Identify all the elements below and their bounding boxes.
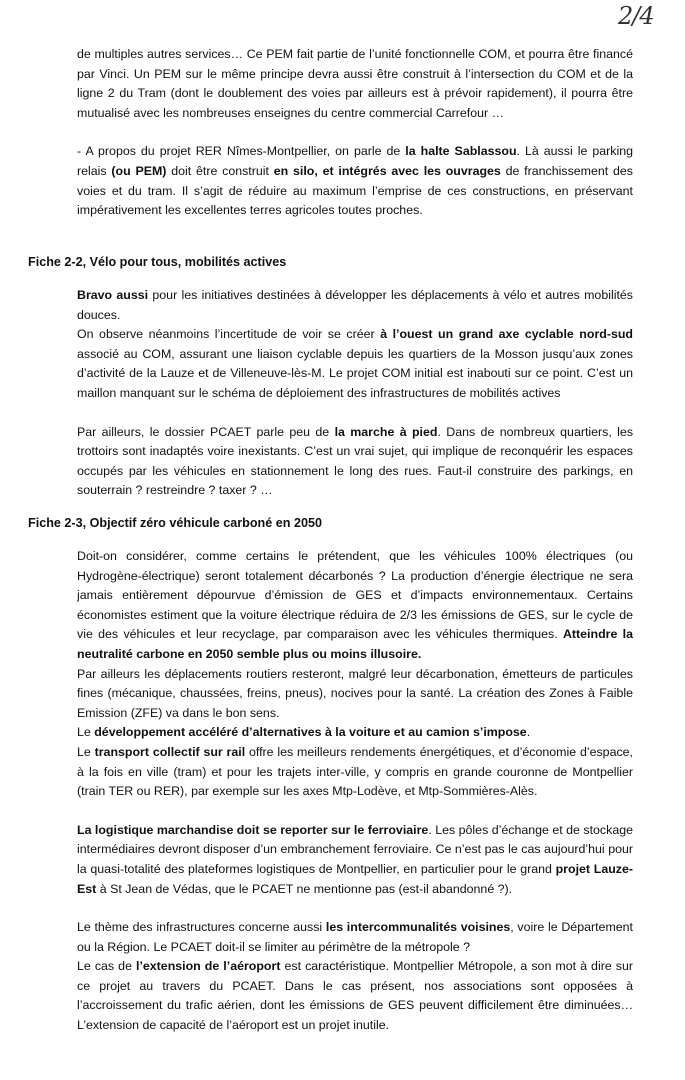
paragraph	[77, 45, 633, 123]
paragraph	[77, 957, 633, 1035]
paragraph	[77, 743, 633, 802]
text-run: , voire le Département ou la Région. Le PCAET	[77, 920, 633, 954]
text-run: est caractéristique. Montpellier Métropole, a son mot à dire sur ce projet au travers du PCAET. Dans le cas présent, nos associations sont opposées à l’accroissement du trafic aérien, dont les émissions de GES peuvent difficilement être diminuées… L’extension de capacité de l’aéroport est un projet inutile.	[77, 959, 633, 1033]
bold-text-run: Bravo aussi	[77, 288, 149, 302]
text-run: .	[526, 725, 531, 740]
text-run: Le thème des infrastructures concerne aussi	[77, 920, 326, 935]
section-heading: Fiche 2-3, Objectif zéro véhicule carboné en 2050	[28, 516, 322, 530]
text-run: - A propos du projet RER Nîmes-Montpellier, on parle de	[77, 144, 406, 159]
paragraph	[77, 723, 633, 743]
bold-text-run: à l’ouest un grand axe cyclable nord-sud	[380, 327, 633, 342]
section-body	[77, 547, 633, 1036]
paragraph	[77, 665, 633, 724]
text-run: Par ailleurs les déplacements routiers resteront, malgré leur décarbonation, émetteurs de particules fines (mécanique, chaussées, freins, pneus), nocives pour la santé. La création des Zones à Faible Emission (ZFE) va dans le bon sens.	[77, 666, 633, 720]
text-run: doit-il se limiter au périmètre de la métropole ?	[215, 939, 471, 954]
paragraph	[77, 325, 633, 403]
text-run: Le	[77, 744, 95, 759]
bold-text-run: développement accéléré d’alternatives à la voiture et au camion s’impose	[94, 725, 527, 740]
bold-text-run: la halte Sablassou	[405, 144, 517, 159]
paragraph	[77, 423, 633, 501]
text-run: de franchissement des voies et du tram. Il s’agit de réduire au maximum l’emprise de ces constructions, en préservant impérativement les excellentes terres agricoles toutes proches.	[77, 163, 633, 218]
bold-text-run: en silo, et intégrés avec les ouvrages	[273, 163, 501, 178]
bold-text-run: les intercommunalités voisines	[325, 920, 511, 935]
paragraph	[77, 821, 633, 899]
bold-text-run: Atteindre la neutralité carbone en 2050 semble plus ou moins illusoire.	[77, 627, 634, 661]
text-run: à St Jean de Védas, que le PCAET ne mentionne pas (est-il abandonné ?).	[96, 881, 513, 896]
section-heading: Fiche 2-2, Vélo pour tous, mobilités actives	[28, 255, 287, 269]
paragraph	[77, 547, 633, 665]
text-run: associé au COM, assurant une liaison cyclable depuis les quartiers de la Mosson jusqu’aux zones d’activité de la Lauze et de Villeneuve-lès-M. Le projet COM initial est inabouti sur ce point. C’est un maillon manquant sur le schéma de déploiement des infrastructures de mobilités actives	[77, 346, 633, 400]
page-number: 2/4	[618, 2, 654, 30]
text-run: Le	[77, 725, 95, 740]
section-body	[77, 286, 633, 501]
text-run: Doit-on considérer, comme certains le prétendent, que les véhicules 100% électriques (ou Hydrogène-électrique) seront totalement décarbonés ? La production d’énergie électrique ne sera jamais entièrement dépourvue d’émission de GES et d’impacts environnementaux. Certains économistes estiment que la voiture électrique réduira de 2/3 les émissions de GES, sur le cycle de vie des véhicules et leur recyclage, par comparaison avec les véhicules thermiques.	[77, 549, 633, 642]
bold-text-run: (ou PEM)	[111, 163, 167, 178]
text-run: Par ailleurs, le dossier PCAET parle peu de	[77, 424, 335, 439]
text-run: doit être construit	[166, 163, 274, 178]
bold-text-run: l’extension de l’aéroport	[136, 959, 281, 974]
bold-text-run: La logistique marchandise doit se reporter sur le ferroviaire	[77, 822, 429, 837]
bold-text-run: transport collectif sur rail	[94, 744, 246, 759]
text-run: pour les initiatives destinées à développer les déplacements à vélo et autres mobilités douces.	[77, 288, 633, 322]
text-run: . Les pôles d’échange et de stockage intermédiaires devront disposer d’un embranchement ferroviaire. Ce n’est pas le cas aujourd’hui pour la quasi-totalité des plateformes logistiques de Montpellier, en particulier pour le grand	[77, 822, 633, 876]
text-run: . Dans de nombreux quartiers, les trottoirs sont inadaptés voire inexistants. C’est un vrai sujet, qui implique de reconquérir les espaces occupés par les véhicules en stationnement le long des rues. Faut-il construire des parkings, en souterrain ? restreindre ? taxer ? …	[77, 424, 634, 498]
text-run: Le cas de	[77, 959, 137, 974]
bold-text-run: la marche à pied	[334, 424, 438, 439]
bold-text-run: projet Lauze-Est	[77, 861, 633, 896]
intro-block	[77, 45, 633, 221]
text-run: de multiples autres services… Ce PEM fait partie de l’unité fonctionnelle COM, et pourra être financé par Vinci. Un PEM sur le même principe devra aussi être construit à l’intersection du COM et de la ligne 2 du Tram (dont le doublement des voies par ailleurs est à prévoir rapidement), il pourra être mutualisé avec les nombreuses enseignes du centre commercial Carrefour …	[77, 47, 633, 120]
text-run: On observe néanmoins l’incertitude de voir se créer	[77, 327, 381, 342]
paragraph	[77, 918, 633, 957]
paragraph	[77, 142, 633, 220]
paragraph	[77, 286, 633, 325]
text-run: offre les meilleurs rendements énergétiques, et d’économie d’espace, à la fois en ville (tram) et pour les trajets inter-ville, y compris en grande couronne de Montpellier (train TER ou RER), par exemple sur les axes Mtp-Lodève, et Mtp-Sommières-Alès.	[77, 744, 633, 799]
text-run: . Là aussi le parking relais	[77, 144, 633, 178]
